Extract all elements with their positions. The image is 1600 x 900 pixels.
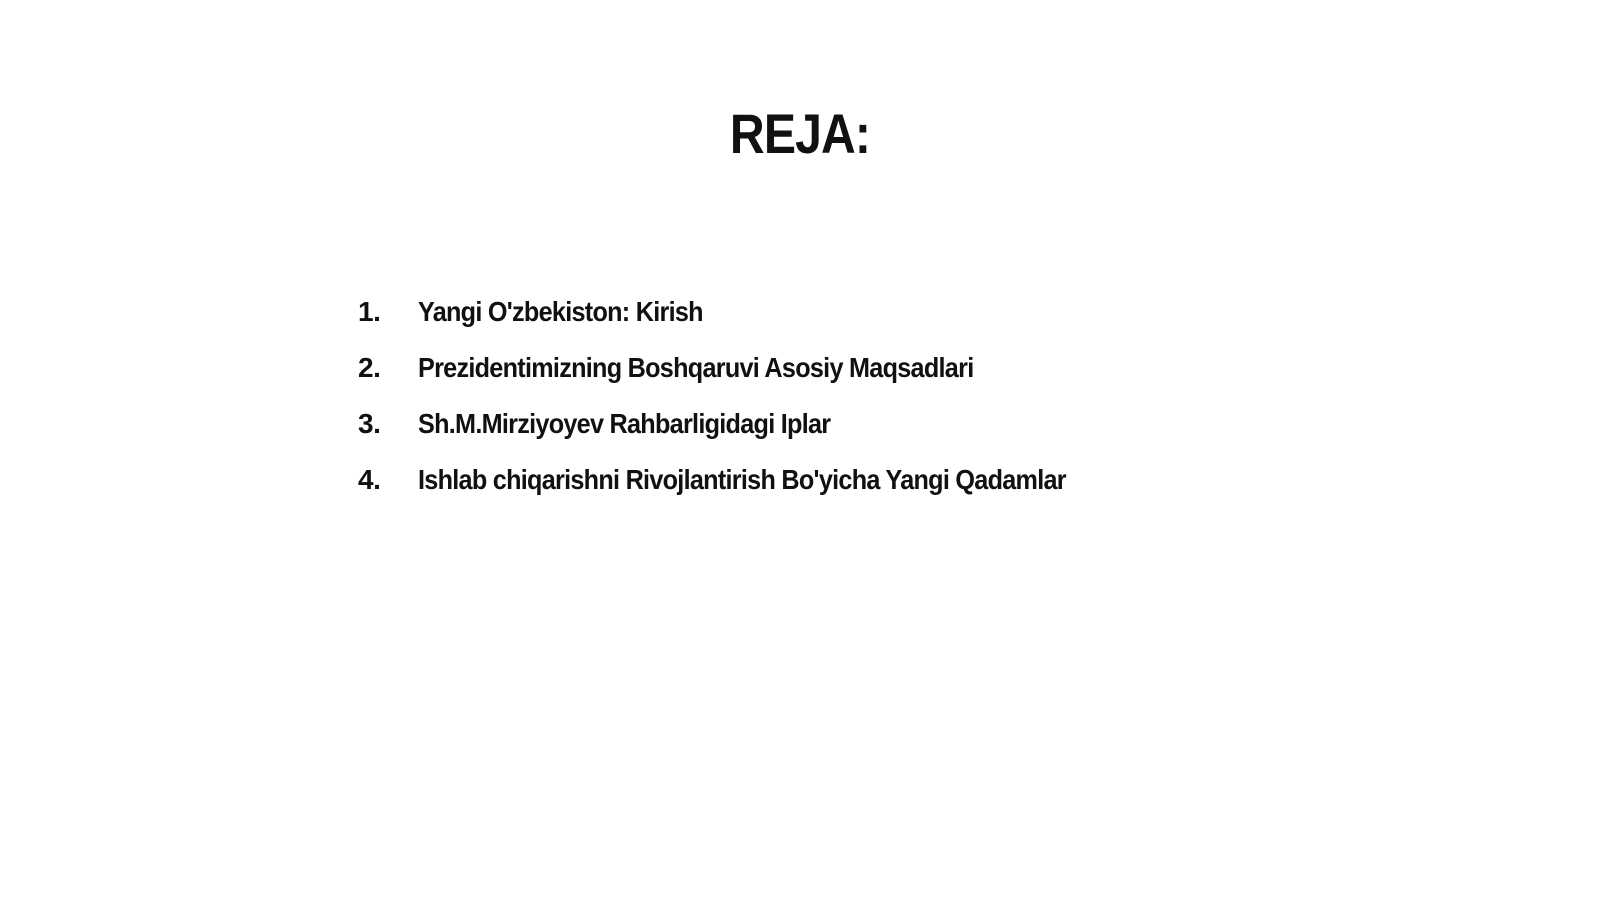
plan-item	[358, 284, 1138, 340]
plan-item	[358, 452, 1138, 508]
plan-item-text: Sh.M.Mirziyoyev Rahbarligidagi Iplar	[418, 408, 831, 439]
slide-title: REJA:	[729, 102, 871, 165]
plan-item	[358, 340, 1138, 396]
plan-list	[358, 284, 1138, 508]
plan-item-text: Yangi O'zbekiston: Kirish	[418, 296, 703, 327]
plan-item-number: 1.	[358, 296, 381, 327]
plan-item-number: 2.	[358, 352, 381, 383]
plan-item-number: 3.	[358, 408, 381, 439]
plan-item	[358, 396, 1138, 452]
plan-item-text: Prezidentimizning Boshqaruvi Asosiy Maqsadlari	[418, 352, 974, 383]
plan-item-text: Ishlab chiqarishni Rivojlantirish Bo'yicha Yangi Qadamlar	[418, 464, 1066, 495]
plan-item-number: 4.	[358, 464, 381, 495]
